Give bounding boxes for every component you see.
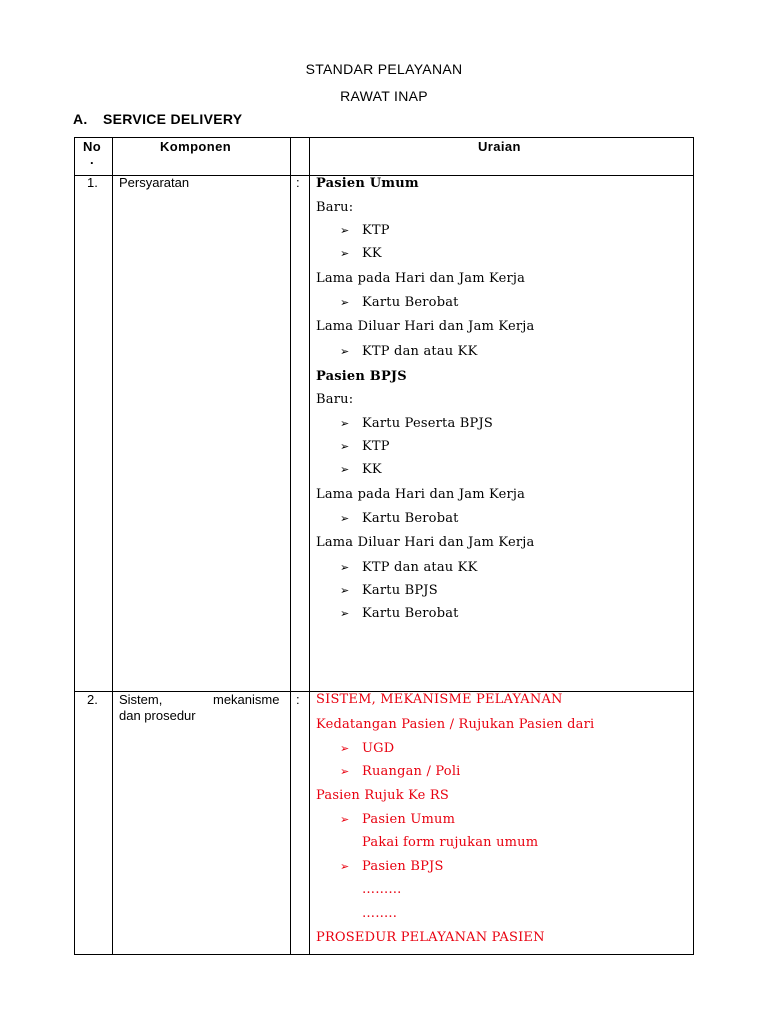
row2-line-pakai-form: Pakai form rujukan umum: [362, 835, 539, 850]
row2-line-rujuk: Pasien Rujuk Ke RS: [316, 788, 449, 803]
list-item: ➢ Kartu BPJS: [340, 583, 438, 598]
arrow-bullet-icon: ➢: [340, 247, 350, 260]
table-border-left: [74, 137, 75, 955]
arrow-bullet-icon: ➢: [340, 417, 350, 430]
row1-line-baru: Baru:: [316, 200, 354, 215]
row2-line-ellipsis-1: ………: [362, 882, 402, 897]
arrow-bullet-icon: ➢: [340, 742, 350, 755]
list-item: ➢ Kartu Berobat: [340, 606, 459, 621]
document-subtitle: RAWAT INAP: [340, 88, 428, 104]
row1-line-lama-diluar: Lama Diluar Hari dan Jam Kerja: [316, 319, 535, 334]
section-heading: [73, 111, 242, 127]
arrow-bullet-icon: ➢: [340, 296, 350, 309]
list-item: ➢ Pasien Umum: [340, 812, 456, 827]
list-item: ➢ Pasien BPJS: [340, 859, 444, 874]
list-item: ➢ KK: [340, 246, 382, 261]
row1-line-baru-bpjs: Baru:: [316, 392, 354, 407]
list-item: ➢ KTP: [340, 223, 390, 238]
table-border-bottom: [74, 954, 694, 955]
arrow-bullet-icon: ➢: [340, 813, 350, 826]
list-item: ➢ Kartu Berobat: [340, 511, 459, 526]
arrow-bullet-icon: ➢: [340, 860, 350, 873]
row2-no: 2.: [87, 692, 98, 707]
section-letter: A.: [73, 111, 88, 127]
arrow-bullet-icon: ➢: [340, 224, 350, 237]
list-item: ➢ KTP dan atau KK: [340, 560, 478, 575]
row2-line-kedatangan: Kedatangan Pasien / Rujukan Pasien dari: [316, 717, 595, 732]
arrow-bullet-icon: ➢: [340, 561, 350, 574]
row1-line-lama-jam-kerja-bpjs: Lama pada Hari dan Jam Kerja: [316, 487, 526, 502]
row2-heading-prosedur: PROSEDUR PELAYANAN PASIEN: [316, 930, 545, 945]
table-col-divider-no: [112, 137, 113, 955]
row1-heading-pasien-umum: Pasien Umum: [316, 176, 419, 191]
document-title: STANDAR PELAYANAN: [305, 61, 463, 77]
arrow-bullet-icon: ➢: [340, 463, 350, 476]
list-item: ➢ KTP dan atau KK: [340, 344, 478, 359]
table-border-top: [74, 137, 694, 138]
row1-heading-pasien-bpjs: Pasien BPJS: [316, 369, 407, 384]
table-col-divider-komponen: [290, 137, 291, 955]
row2-heading-sistem: SISTEM, MEKANISME PELAYANAN: [316, 692, 563, 707]
list-item: ➢ KK: [340, 462, 382, 477]
list-item: ➢ Kartu Berobat: [340, 295, 459, 310]
header-no: No: [83, 139, 102, 154]
row2-komponen-line2: dan prosedur: [119, 708, 196, 723]
table-col-divider-colon: [309, 137, 310, 955]
header-no-dot: .: [90, 152, 95, 167]
row1-colon: :: [296, 175, 300, 190]
row1-line-lama-jam-kerja: Lama pada Hari dan Jam Kerja: [316, 271, 526, 286]
arrow-bullet-icon: ➢: [340, 584, 350, 597]
list-item: ➢ Kartu Peserta BPJS: [340, 416, 493, 431]
header-komponen: Komponen: [160, 139, 232, 154]
row1-line-lama-diluar-bpjs: Lama Diluar Hari dan Jam Kerja: [316, 535, 535, 550]
arrow-bullet-icon: ➢: [340, 345, 350, 358]
arrow-bullet-icon: ➢: [340, 607, 350, 620]
row1-komponen: Persyaratan: [119, 175, 190, 190]
list-item: ➢ UGD: [340, 741, 395, 756]
list-item: ➢ Ruangan / Poli: [340, 764, 461, 779]
row2-komponen-word1: Sistem,: [119, 692, 163, 707]
header-uraian: Uraian: [478, 139, 521, 154]
arrow-bullet-icon: ➢: [340, 512, 350, 525]
section-label: SERVICE DELIVERY: [103, 111, 243, 127]
arrow-bullet-icon: ➢: [340, 440, 350, 453]
row2-line-ellipsis-2: ……..: [362, 906, 398, 921]
list-item: ➢ KTP: [340, 439, 390, 454]
row2-colon: :: [296, 692, 300, 707]
table-border-right: [693, 137, 694, 955]
row1-no: 1.: [87, 175, 98, 190]
row2-komponen-word2: mekanisme: [213, 692, 280, 707]
arrow-bullet-icon: ➢: [340, 765, 350, 778]
